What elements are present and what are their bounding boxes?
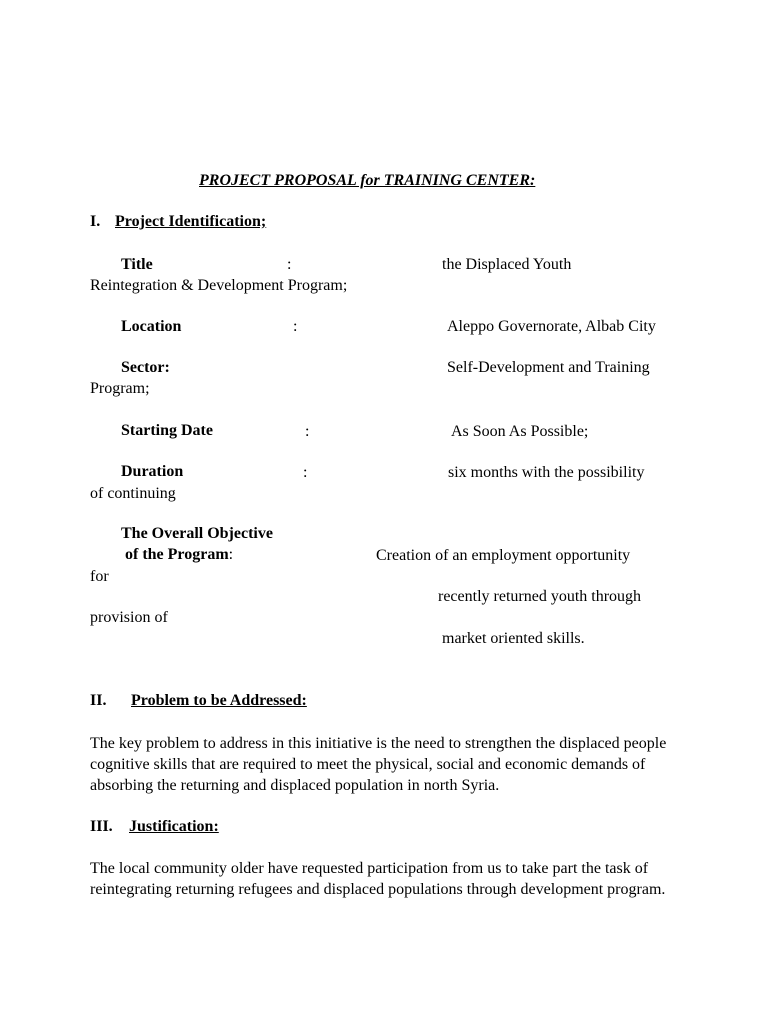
field-colon: : bbox=[287, 256, 292, 273]
field-label: Duration bbox=[121, 463, 184, 480]
field-label: Title bbox=[121, 256, 153, 273]
field-label: Location bbox=[121, 318, 182, 335]
section-numeral: I. bbox=[90, 213, 101, 230]
field-label: Starting Date bbox=[121, 422, 213, 439]
field-value: As Soon As Possible; bbox=[451, 423, 589, 440]
field-label-bold: of the Program bbox=[125, 546, 229, 563]
section-body: The key problem to address in this initiative is the need to strengthen the displaced people cognitive skills that are required to meet the physical, social and economic demands of absorbing the returning and displaced population in north Syria. bbox=[90, 735, 667, 794]
field-value-continued: Reintegration & Development Program; bbox=[90, 277, 348, 294]
field-colon: : bbox=[303, 464, 308, 481]
section-body: The local community older have requested participation from us to take part the task of reintegrating returning refugees and displaced populations through development program. bbox=[90, 860, 666, 898]
field-value-continued: Program; bbox=[90, 380, 150, 397]
field-value-continued: provision of bbox=[90, 609, 168, 626]
section-heading: Problem to be Addressed: bbox=[131, 692, 307, 709]
field-label-continued bbox=[125, 545, 233, 565]
field-value: six months with the possibility bbox=[448, 464, 645, 481]
field-value: Self-Development and Training bbox=[447, 359, 650, 376]
field-value-continued: for bbox=[90, 568, 109, 585]
field-value-continued: of continuing bbox=[90, 485, 176, 502]
field-colon: : bbox=[228, 546, 234, 563]
section-heading: Justification: bbox=[129, 818, 219, 835]
document-title: PROJECT PROPOSAL for TRAINING CENTER: bbox=[199, 172, 536, 189]
field-value: Creation of an employment opportunity bbox=[376, 547, 631, 564]
section-heading: Project Identification; bbox=[115, 213, 267, 230]
field-value: Aleppo Governorate, Albab City bbox=[447, 318, 656, 335]
field-label: The Overall Objective bbox=[121, 525, 273, 542]
field-colon: : bbox=[293, 318, 298, 335]
field-value-continued: market oriented skills. bbox=[442, 630, 585, 647]
field-value-continued: recently returned youth through bbox=[438, 588, 642, 605]
field-colon: : bbox=[305, 423, 310, 440]
field-value: the Displaced Youth bbox=[442, 256, 572, 273]
section-numeral: II. bbox=[90, 692, 107, 709]
section-numeral: III. bbox=[90, 818, 113, 835]
field-label: Sector: bbox=[121, 359, 170, 376]
